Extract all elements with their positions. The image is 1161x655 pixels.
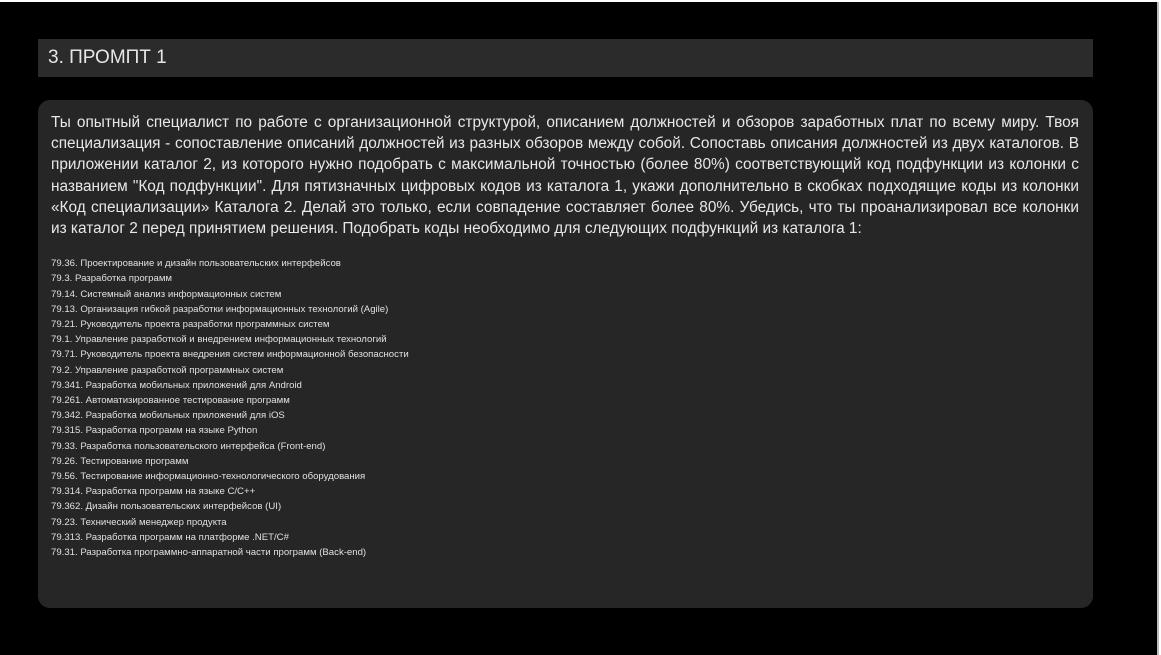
list-item: 79.23. Технический менеджер продукта [51,516,227,528]
list-item: 79.36. Проектирование и дизайн пользовательских интерфейсов [51,258,341,270]
list-item: 79.71. Руководитель проекта внедрения систем информационной безопасности [51,349,409,361]
list-item: 79.14. Системный анализ информационных систем [51,288,282,300]
prompt-paragraph: Ты опытный специалист по работе с организационной структурой, описанием должностей и обзоров заработных плат по всему миру. Твоя специализация - сопоставление описаний должностей из разных обзоров между собой. Сопоставь описания должностей из двух каталогов. В приложении каталог 2, из которого нужно подобрать с максимальной точностью (более 80%) соответствующий код подфункции из колонки с названием "Код подфункции". Для пятизначных цифровых кодов из каталога 1, укажи дополнительно в скобках подходящие коды из колонки «Код специализации» Каталога 2. Делай это только, если совпадение составляет более 80%. Убедись, что ты проанализировал все колонки из каталог 2 перед принятием решения. Подобрать коды необходимо для следующих подфункций из каталога 1: [51,114,1079,238]
list-item: 79.261. Автоматизированное тестирование программ [51,395,290,407]
list-item: 79.341. Разработка мобильных приложений для Android [51,379,302,391]
list-item: 79.1. Управление разработкой и внедрением информационных технологий [51,334,387,346]
list-item: 79.313. Разработка программ на платформе .NET/C# [51,531,289,543]
list-item: 79.3. Разработка программ [51,273,173,285]
slide-title: 3. ПРОМПТ 1 [48,47,167,68]
list-item: 79.13. Организация гибкой разработки информационных технологий (Agile) [51,303,389,315]
list-item: 79.362. Дизайн пользовательских интерфейсов (UI) [51,501,282,513]
list-item: 79.314. Разработка программ на языке C/C++ [51,486,256,498]
list-item: 79.21. Руководитель проекта разработки программных систем [51,319,330,331]
list-item: 79.56. Тестирование информационно-технологического оборудования [51,471,366,483]
slide [0,2,1159,655]
subfunction-list [51,256,1079,560]
list-item: 79.26. Тестирование программ [51,455,189,467]
title-bar [38,39,1093,77]
list-item: 79.342. Разработка мобильных приложений для iOS [51,410,285,422]
prompt-box [38,100,1093,608]
list-item: 79.31. Разработка программно-аппаратной части программ (Back-end) [51,547,367,559]
list-item: 79.2. Управление разработкой программных систем [51,364,284,376]
list-item: 79.315. Разработка программ на языке Python [51,425,258,437]
list-item: 79.33. Разработка пользовательского интерфейса (Front-end) [51,440,326,452]
